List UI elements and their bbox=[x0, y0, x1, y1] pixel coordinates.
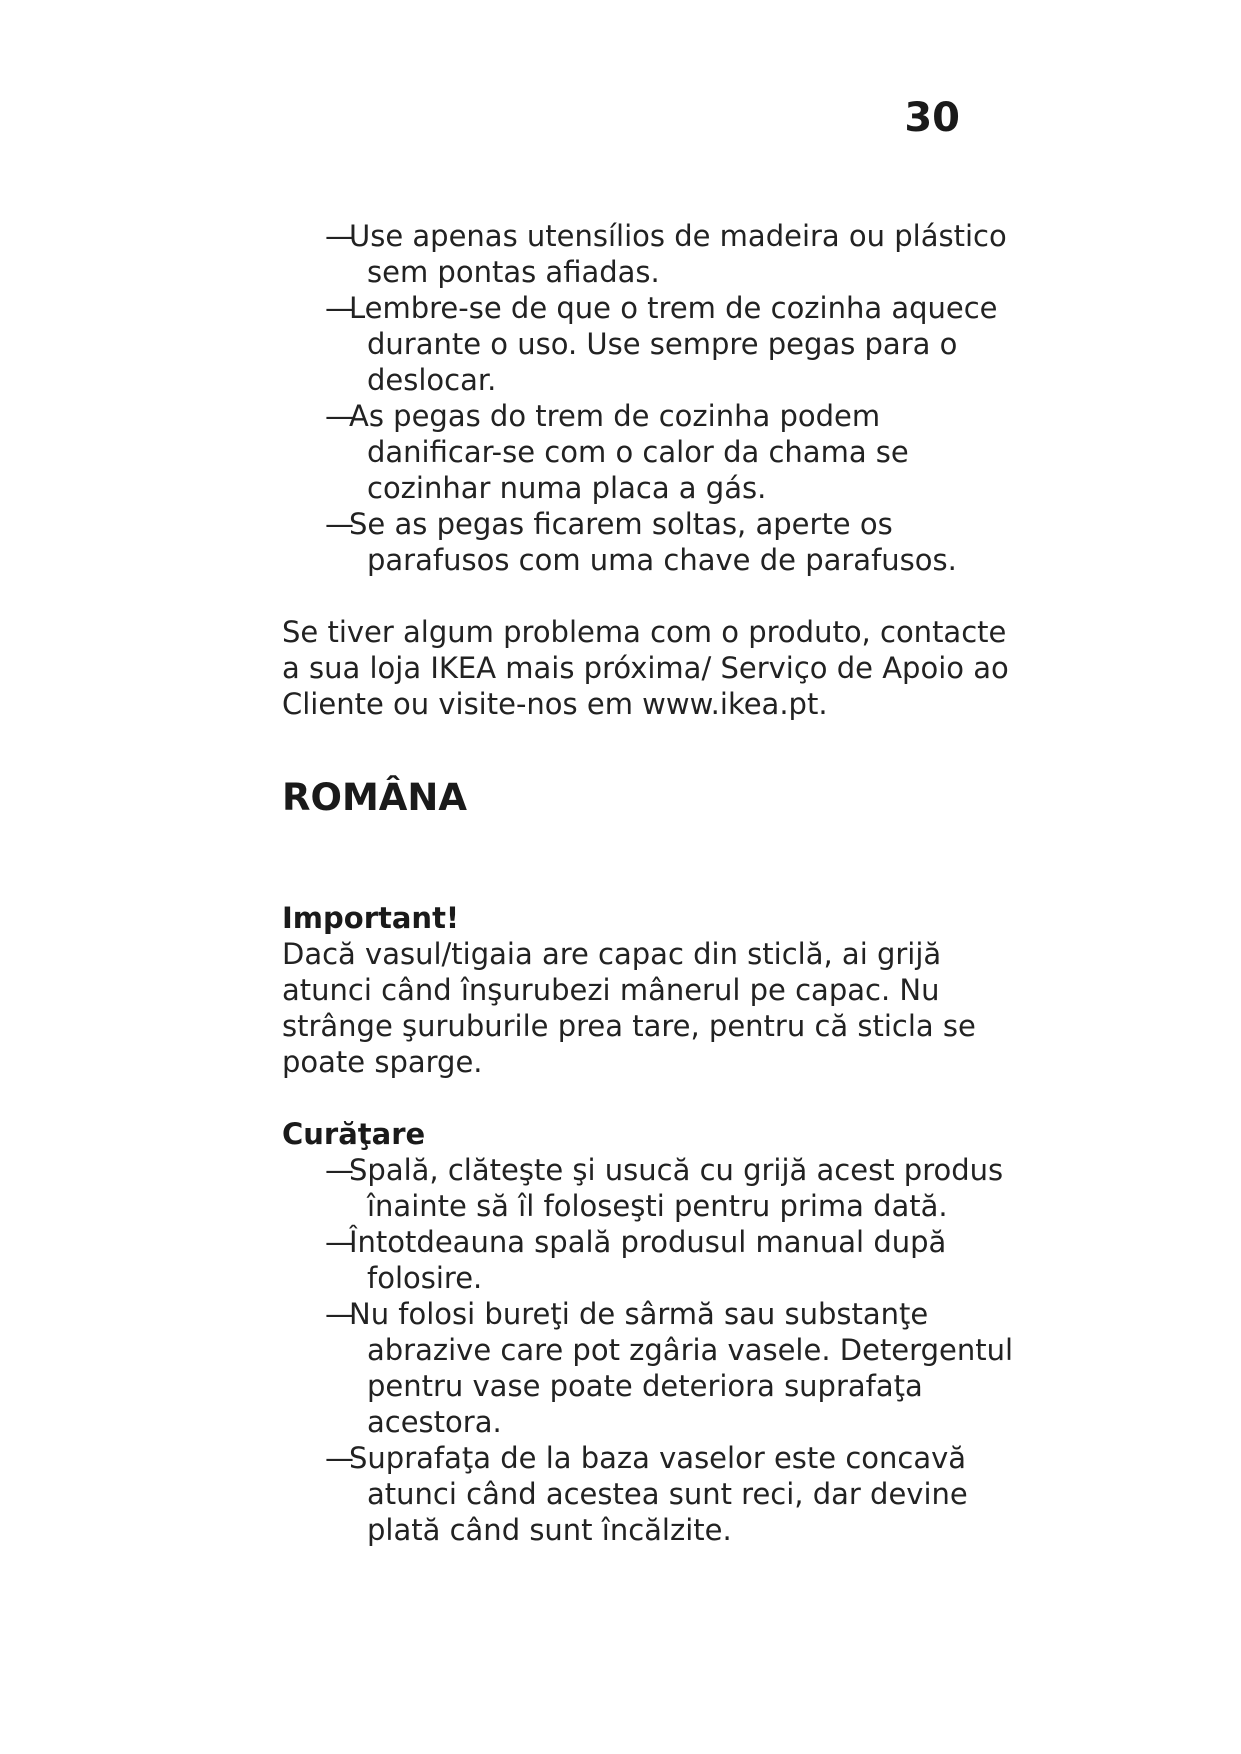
list-item bbox=[282, 1296, 1022, 1440]
section-title-romana: ROMÂNA bbox=[282, 776, 467, 819]
list-item-text: Se as pegas ficarem soltas, aperte os parafusos com uma chave de parafusos. bbox=[349, 507, 957, 577]
list-item-text: Suprafaţa de la baza vaselor este concavă atunci când acestea sunt reci, dar devine plată când sunt încălzite. bbox=[349, 1441, 968, 1547]
list-item bbox=[282, 218, 1022, 290]
page-number: 30 bbox=[904, 95, 960, 141]
list-item bbox=[282, 398, 1022, 506]
list-item bbox=[282, 506, 1022, 578]
dash-bullet-icon: — bbox=[325, 507, 354, 541]
list-item-text: Use apenas utensílios de madeira ou plástico sem pontas afiadas. bbox=[349, 219, 1007, 289]
list-item-text: Întotdeauna spală produsul manual după folosire. bbox=[349, 1225, 947, 1295]
dash-bullet-icon: — bbox=[325, 219, 354, 253]
dash-bullet-icon: — bbox=[325, 1153, 354, 1187]
list-item-text: Nu folosi bureţi de sârmă sau substanţe abrazive care pot zgâria vasele. Detergentul pentru vase poate deteriora suprafaţa acestora. bbox=[349, 1297, 1014, 1439]
dash-bullet-icon: — bbox=[325, 1441, 354, 1475]
list-item bbox=[282, 1152, 1022, 1224]
contact-paragraph: Se tiver algum problema com o produto, contacte a sua loja IKEA mais próxima/ Serviço de Apoio ao Cliente ou visite-nos em www.ikea.pt. bbox=[282, 615, 1009, 721]
list-item-text: Spală, clăteşte şi usucă cu grijă acest produs înainte să îl foloseşti pentru prima dată. bbox=[349, 1153, 1004, 1223]
romanian-cleaning-list bbox=[282, 1152, 1022, 1548]
list-item-text: As pegas do trem de cozinha podem danificar-se com o calor da chama se cozinhar numa placa a gás. bbox=[349, 399, 909, 505]
dash-bullet-icon: — bbox=[325, 1297, 354, 1331]
dash-bullet-icon: — bbox=[325, 1225, 354, 1259]
dash-bullet-icon: — bbox=[325, 399, 354, 433]
page-content bbox=[282, 218, 1022, 1548]
important-paragraph: Dacă vasul/tigaia are capac din sticlă, ai grijă atunci când înşurubezi mânerul pe capac. Nu strânge şuruburile prea tare, pentru că sticla se poate sparge. bbox=[282, 937, 976, 1079]
cleaning-heading: Curăţare bbox=[282, 1117, 426, 1151]
list-item bbox=[282, 290, 1022, 398]
list-item-text: Lembre-se de que o trem de cozinha aquece durante o uso. Use sempre pegas para o deslocar. bbox=[349, 291, 998, 397]
important-heading: Important! bbox=[282, 901, 460, 935]
list-item bbox=[282, 1224, 1022, 1296]
portuguese-usage-list bbox=[282, 218, 1022, 578]
list-item bbox=[282, 1440, 1022, 1548]
dash-bullet-icon: — bbox=[325, 291, 354, 325]
